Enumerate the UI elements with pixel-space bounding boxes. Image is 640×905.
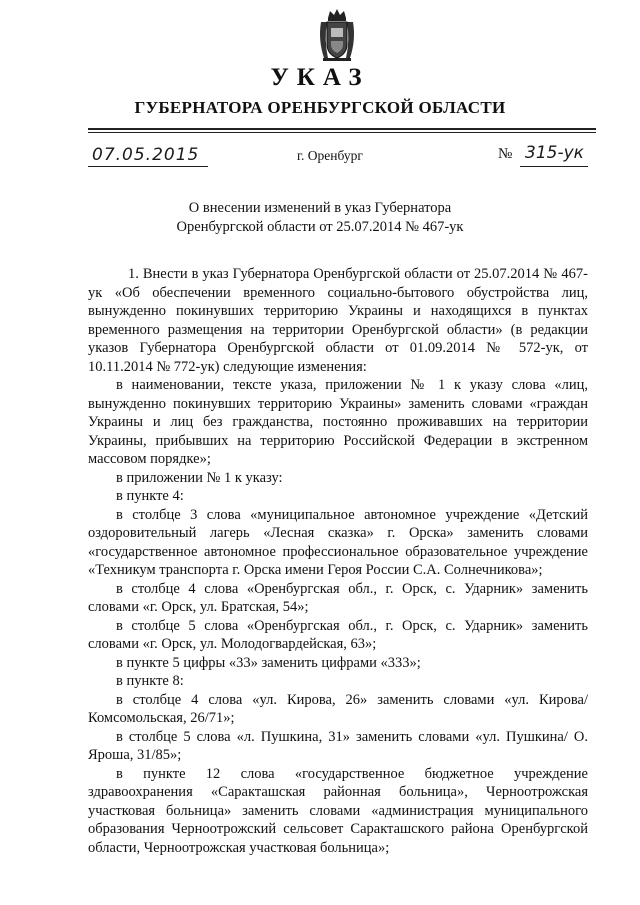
body-paragraph: в наименовании, тексте указа, приложении № 1 к указу слова «лиц, вынужденно покинувших территорию Украины» заменить словами «граждан Украины и лиц без гражданства, постоянно проживавших на территории Украины, прибывших на территорию Российской Федерации в экстренном массовом порядке»; [88, 377, 588, 467]
body-paragraph: в столбце 3 слова «муниципальное автономное учреждение «Детский оздоровительный лагерь «Лесная сказка» г. Орска» заменить словами «государственное автономное профессиональное образовательное учреждение «Техникум транспорта г. Орска имени Героя России С.А. Солнечникова»; [88, 506, 588, 578]
decree-number: 315-ук [525, 143, 584, 163]
decree-date: 07.05.2015 [92, 145, 200, 165]
header-divider [88, 128, 596, 130]
decree-city: г. Оренбург [297, 148, 363, 163]
body-paragraph: в столбце 4 слова «ул. Кирова, 26» заменить словами «ул. Кирова/ Комсомольская, 26/71»; [88, 691, 588, 726]
body-paragraph: в столбце 4 слова «Оренбургская обл., г. Орск, с. Ударник» заменить словами «г. Орск, ул. Братская, 54»; [88, 580, 588, 615]
header-divider-thin [88, 132, 596, 133]
document-subtitle: ГУБЕРНАТОРА ОРЕНБУРГСКОЙ ОБЛАСТИ [134, 98, 506, 117]
coat-of-arms-icon [316, 8, 358, 62]
number-underline [520, 166, 588, 167]
body-paragraph: в пункте 8: [116, 673, 184, 689]
body-paragraph: 1. Внести в указ Губернатора Оренбургской области от 25.07.2014 № 467-ук «Об обеспечении временного социально-бытового обустройства лиц, вынужденно покинувших территорию Украины и находящихся в пунктах временного размещения на территории Оренбургской области» (в редакции указов Губернатора Оренбургской области от 01.09.2014 № 572-ук, от 10.11.2014 № 772-ук) следующие изменения: [88, 266, 588, 375]
date-underline [88, 166, 208, 167]
decree-body [88, 265, 588, 857]
body-paragraph: в столбце 5 слова «Оренбургская обл., г. Орск, с. Ударник» заменить словами «г. Орск, ул. Молодогвардейская, 63»; [88, 617, 588, 652]
body-paragraph: в пункте 4: [116, 488, 184, 504]
document-title: УКАЗ [270, 64, 370, 91]
body-paragraph: в приложении № 1 к указу: [116, 469, 283, 486]
body-paragraph: в пункте 5 цифры «33» заменить цифрами «333»; [116, 654, 421, 671]
body-paragraph: в пункте 12 слова «государственное бюджетное учреждение здравоохранения «Саракташская районная больница», Черноотрожская участковая больница» заменить словами «администрация муниципального образования Черноотрожский сельсовет Саракташского района Оренбургской области, Черноотрожская участковая больница»; [88, 765, 588, 856]
body-paragraph: в столбце 5 слова «л. Пушкина, 31» заменить словами «ул. Пушкина/ О. Яроша, 31/85»; [88, 728, 588, 763]
heading-line: О внесении изменений в указ Губернатора [188, 200, 452, 216]
decree-heading [0, 199, 640, 237]
decree-number-label: № [498, 146, 513, 162]
heading-line: Оренбургской области от 25.07.2014 № 467-ук [176, 219, 464, 235]
